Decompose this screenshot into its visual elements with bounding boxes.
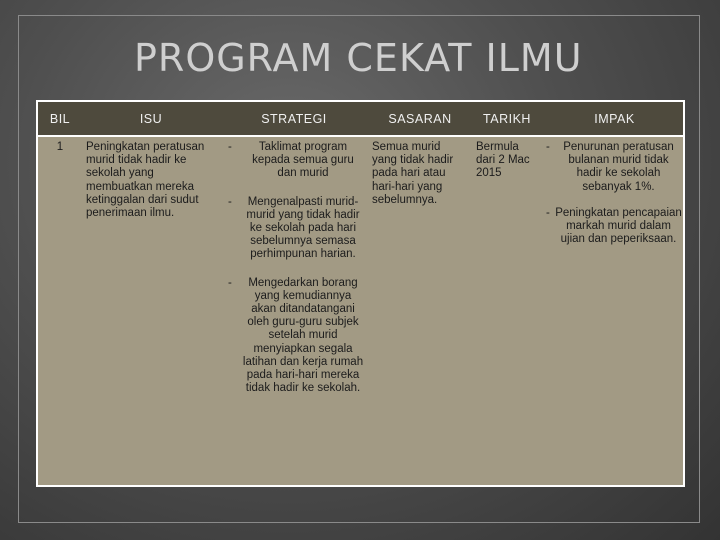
- header-isu: ISU: [82, 102, 220, 136]
- program-table-grid: [38, 102, 685, 410]
- strategi-text: Mengedarkan borang yang kemudiannya akan ditandatangani oleh guru-guru subjek setelah murid menyiapkan segala latihan dan kerja rumah pada hari-hari mereka tidak hadir ke sekolah.: [242, 276, 364, 395]
- strategi-item: [224, 277, 364, 396]
- impak-text: Penurunan peratusan bulanan murid tidak hadir ke sekolah sebanyak 1%.: [563, 141, 674, 193]
- impak-item: [546, 207, 683, 247]
- cell-bil: 1: [56, 141, 64, 153]
- cell-sasaran: Semua murid yang tidak hadir pada hari atau hari-hari yang sebelumnya.: [372, 141, 454, 206]
- cell-impak: [542, 136, 685, 410]
- table-row: [38, 136, 685, 410]
- impak-item: [546, 141, 683, 194]
- table-header-row: [38, 102, 685, 136]
- strategi-text: Mengenalpasti murid-murid yang tidak hadir ke sekolah pada hari sebelumnya semasa perhimpunan harian.: [246, 195, 360, 261]
- strategi-item: [224, 196, 364, 262]
- cell-isu: Peningkatan peratusan murid tidak hadir ke sekolah yang membuatkan mereka ketinggalan dari sudut penerimaan ilmu.: [86, 141, 205, 220]
- impak-text: Peningkatan pencapaian markah murid dalam ujian dan peperiksaan.: [555, 206, 682, 246]
- header-tarikh: TARIKH: [472, 102, 542, 136]
- strategi-bullet: -: [228, 195, 232, 208]
- header-sasaran: SASARAN: [368, 102, 472, 136]
- strategi-text: Taklimat program kepada semua guru dan murid: [252, 141, 354, 180]
- slide-title: PROGRAM CEKAT ILMU: [134, 36, 583, 80]
- header-strategi: STRATEGI: [220, 102, 368, 136]
- cell-tarikh: Bermula dari 2 Mac 2015: [476, 141, 530, 180]
- strategi-bullet: -: [228, 276, 232, 289]
- impak-bullet: -: [546, 141, 550, 153]
- strategi-item: [224, 141, 364, 181]
- impak-bullet: -: [546, 206, 550, 219]
- strategi-bullet: -: [228, 141, 232, 153]
- cell-strategi: [220, 136, 368, 410]
- header-bil: BIL: [38, 102, 82, 136]
- header-impak: IMPAK: [542, 102, 685, 136]
- program-table: [36, 100, 685, 487]
